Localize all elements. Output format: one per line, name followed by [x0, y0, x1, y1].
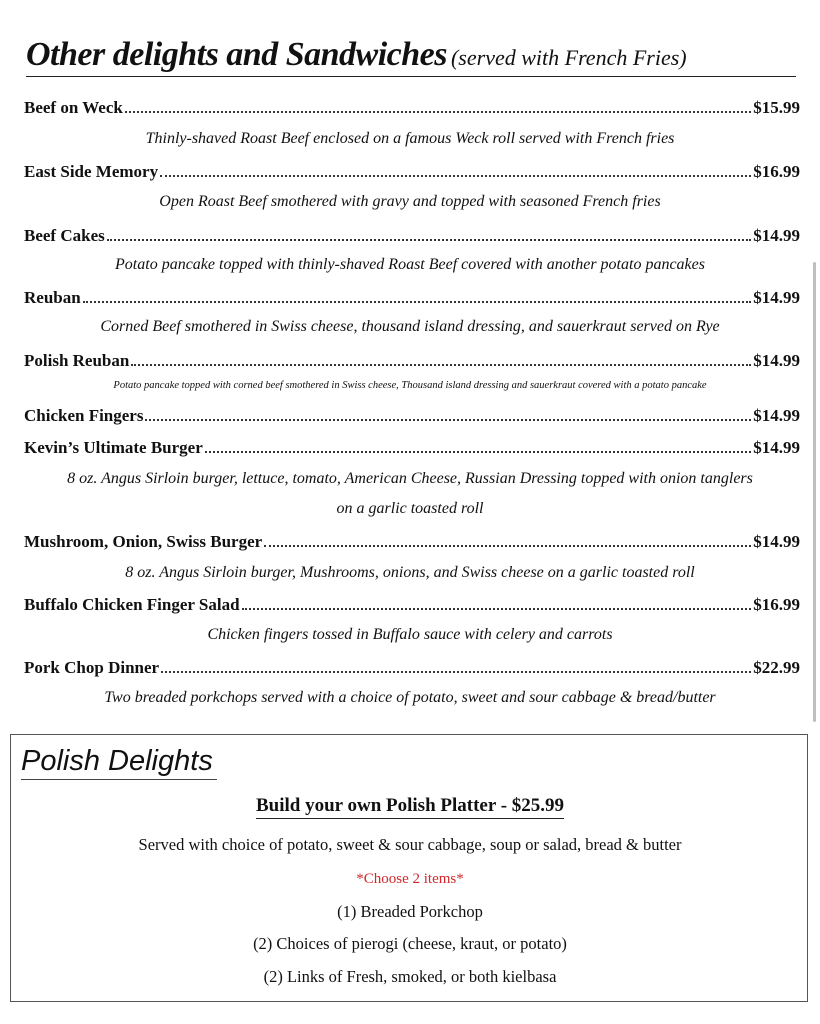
- polish-served-with: Served with choice of potato, sweet & sour cabbage, soup or salad, bread & butter: [138, 835, 682, 854]
- polish-option: (2) Links of Fresh, smoked, or both kielbasa: [263, 967, 557, 986]
- polish-choose-note: *Choose 2 items*: [356, 871, 464, 887]
- item-description: Chicken fingers tossed in Buffalo sauce with celery and carrots: [207, 626, 613, 643]
- item-name: Reuban: [24, 288, 81, 307]
- menu-item-reuban: [24, 284, 800, 308]
- item-name: Polish Reuban: [24, 351, 130, 370]
- item-name: Kevin’s Ultimate Burger: [24, 438, 203, 457]
- scrollbar[interactable]: [813, 262, 816, 722]
- polish-section-title: Polish Delights: [21, 745, 217, 780]
- item-name: Chicken Fingers: [24, 406, 144, 425]
- menu-item-mushroom-onion-swiss-burger: [24, 528, 800, 552]
- item-name: Buffalo Chicken Finger Salad: [24, 595, 240, 614]
- item-description: Corned Beef smothered in Swiss cheese, thousand island dressing, and sauerkraut served on Rye: [100, 318, 720, 335]
- section-title: [26, 36, 796, 77]
- dot-leader: [161, 671, 751, 673]
- polish-option: (2) Choices of pierogi (cheese, kraut, or potato): [253, 934, 567, 953]
- item-price: $16.99: [753, 595, 800, 614]
- dot-leader: [125, 111, 751, 113]
- item-price: $14.99: [753, 532, 800, 551]
- item-description: Potato pancake topped with thinly-shaved Roast Beef covered with another potato pancakes: [115, 256, 705, 273]
- section-title-subtitle: (served with French Fries): [450, 45, 687, 70]
- menu-item-beef-cakes: [24, 222, 800, 246]
- item-name: East Side Memory: [24, 162, 159, 181]
- dot-leader: [107, 239, 752, 241]
- dot-leader: [160, 175, 751, 177]
- item-description: Potato pancake topped with corned beef smothered in Swiss cheese, Thousand island dressing and sauerkraut covered with a potato pancake: [113, 380, 707, 391]
- item-price: $15.99: [753, 98, 800, 117]
- item-description: Thinly-shaved Roast Beef enclosed on a famous Weck roll served with French fries: [145, 130, 675, 147]
- item-price: $14.99: [753, 288, 800, 307]
- item-description: 8 oz. Angus Sirloin burger, lettuce, tomato, American Cheese, Russian Dressing topped with onion tanglers: [67, 470, 753, 487]
- menu-item-kevins-ultimate-burger: [24, 434, 800, 458]
- polish-heading-wrap: [11, 795, 809, 819]
- dot-leader: [83, 301, 752, 303]
- item-name: Mushroom, Onion, Swiss Burger: [24, 532, 263, 551]
- menu-item-buffalo-chicken-finger-salad: [24, 591, 800, 615]
- section-title-main: Other delights and Sandwiches: [26, 36, 447, 73]
- menu-item-east-side-memory: [24, 158, 800, 182]
- menu-item-pork-chop-dinner: [24, 654, 800, 678]
- item-description: Two breaded porkchops served with a choice of potato, sweet and sour cabbage & bread/butter: [104, 689, 716, 706]
- menu-item-chicken-fingers: [24, 402, 800, 426]
- item-name: Beef on Weck: [24, 98, 123, 117]
- dot-leader: [131, 364, 751, 366]
- dot-leader: [205, 451, 751, 453]
- item-price: $14.99: [753, 226, 800, 245]
- menu-item-beef-on-weck: [24, 94, 800, 118]
- item-name: Pork Chop Dinner: [24, 658, 160, 677]
- item-description-continued: on a garlic toasted roll: [336, 500, 484, 517]
- item-description: 8 oz. Angus Sirloin burger, Mushrooms, onions, and Swiss cheese on a garlic toasted roll: [125, 564, 695, 581]
- item-price: $16.99: [753, 162, 800, 181]
- item-price: $14.99: [753, 406, 800, 425]
- polish-platter-heading: Build your own Polish Platter - $25.99: [256, 795, 564, 819]
- item-price: $22.99: [753, 658, 800, 677]
- item-name: Beef Cakes: [24, 226, 105, 245]
- item-description: Open Roast Beef smothered with gravy and topped with seasoned French fries: [159, 193, 661, 210]
- menu-item-polish-reuban: [24, 347, 800, 371]
- dot-leader: [264, 545, 751, 547]
- item-price: $14.99: [753, 351, 800, 370]
- dot-leader: [242, 608, 752, 610]
- polish-option: (1) Breaded Porkchop: [337, 902, 483, 921]
- item-price: $14.99: [753, 438, 800, 457]
- dot-leader: [145, 419, 751, 421]
- polish-delights-box: [10, 734, 808, 1002]
